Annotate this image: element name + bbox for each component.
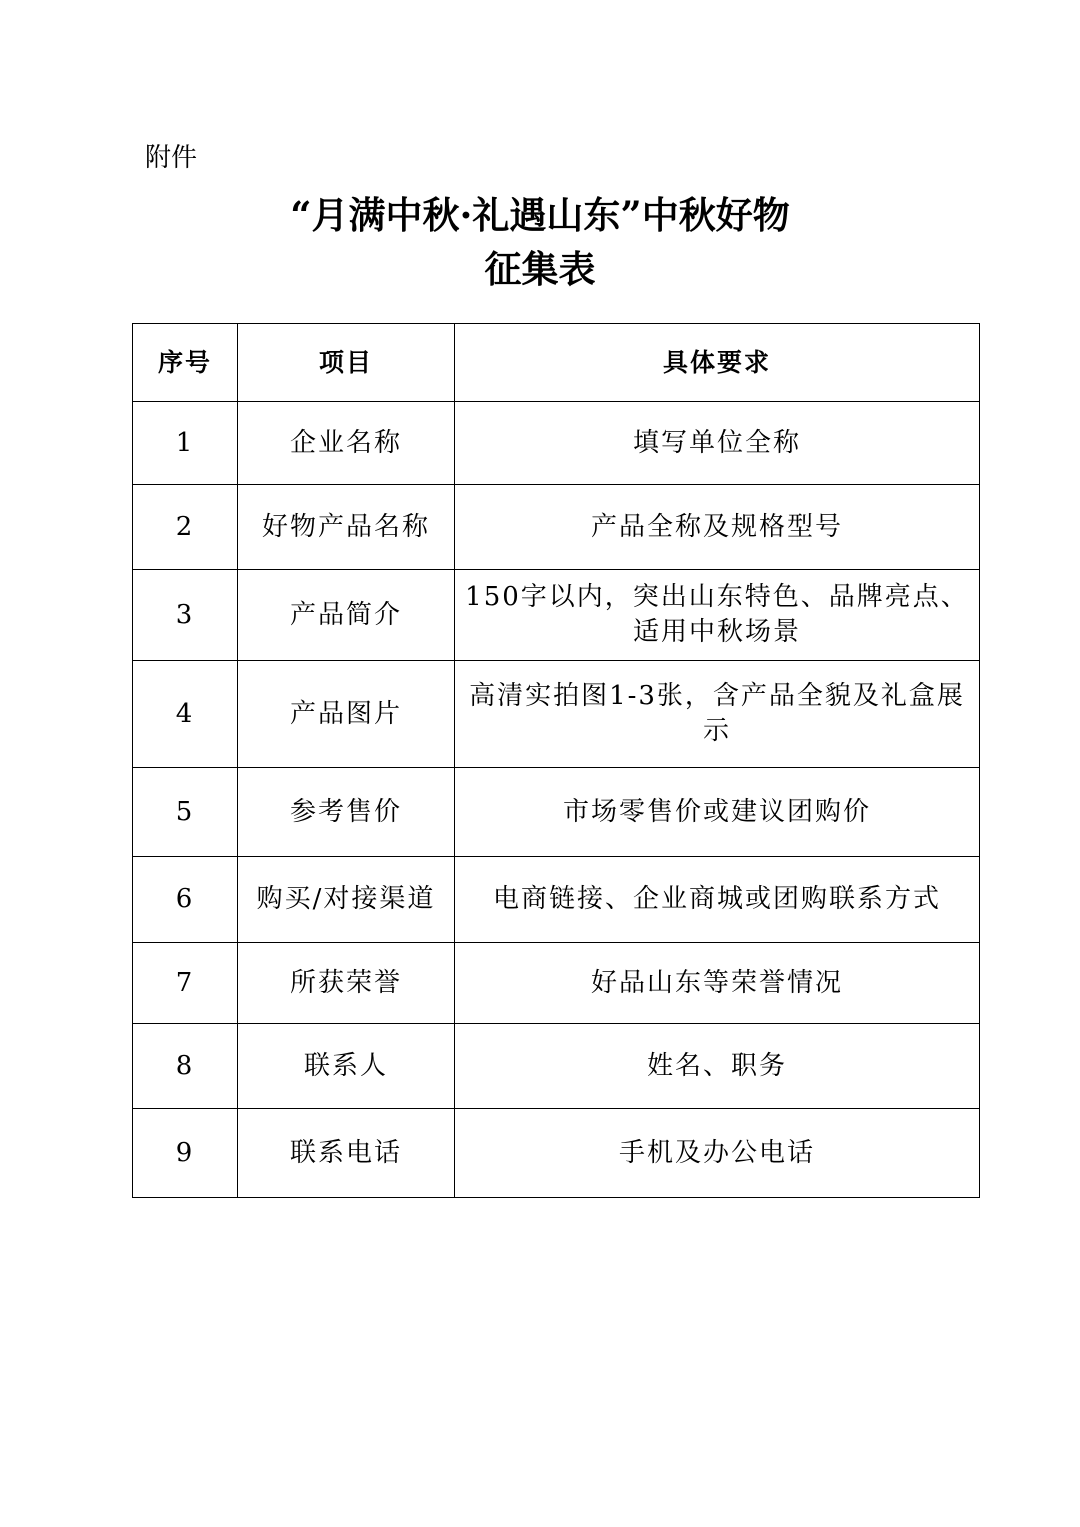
table-row bbox=[133, 1024, 980, 1109]
row-item: 购买/对接渠道 bbox=[238, 857, 455, 943]
row-requirement: 手机及办公电话 bbox=[455, 1109, 980, 1198]
row-requirement: 市场零售价或建议团购价 bbox=[455, 768, 980, 857]
header-serial-number: 序号 bbox=[133, 324, 238, 402]
row-item: 产品简介 bbox=[238, 570, 455, 661]
row-number: 7 bbox=[133, 943, 238, 1024]
table-row bbox=[133, 402, 980, 485]
row-item: 企业名称 bbox=[238, 402, 455, 485]
table-row bbox=[133, 857, 980, 943]
row-requirement: 好品山东等荣誉情况 bbox=[455, 943, 980, 1024]
row-requirement: 高清实拍图1-3张，含产品全貌及礼盒展示 bbox=[455, 661, 980, 768]
row-requirement: 150字以内，突出山东特色、品牌亮点、适用中秋场景 bbox=[455, 570, 980, 661]
table-row bbox=[133, 943, 980, 1024]
row-item: 联系电话 bbox=[238, 1109, 455, 1198]
row-number: 3 bbox=[133, 570, 238, 661]
row-number: 6 bbox=[133, 857, 238, 943]
attachment-label: 附件 bbox=[145, 143, 198, 173]
document-title-line-2: 征集表 bbox=[484, 247, 596, 291]
row-requirement: 电商链接、企业商城或团购联系方式 bbox=[455, 857, 980, 943]
collection-form-table bbox=[132, 323, 980, 1198]
document-title-line-1: “月满中秋·礼遇山东”中秋好物 bbox=[290, 193, 790, 237]
row-number: 4 bbox=[133, 661, 238, 768]
table-row bbox=[133, 768, 980, 857]
document-title bbox=[0, 188, 1080, 296]
table-row bbox=[133, 485, 980, 570]
header-requirement: 具体要求 bbox=[455, 324, 980, 402]
row-requirement: 填写单位全称 bbox=[455, 402, 980, 485]
row-item: 参考售价 bbox=[238, 768, 455, 857]
row-item: 好物产品名称 bbox=[238, 485, 455, 570]
row-number: 2 bbox=[133, 485, 238, 570]
table-row bbox=[133, 570, 980, 661]
header-item: 项目 bbox=[238, 324, 455, 402]
row-item: 所获荣誉 bbox=[238, 943, 455, 1024]
row-requirement: 产品全称及规格型号 bbox=[455, 485, 980, 570]
table-row bbox=[133, 1109, 980, 1198]
row-number: 9 bbox=[133, 1109, 238, 1198]
row-requirement: 姓名、职务 bbox=[455, 1024, 980, 1109]
row-number: 8 bbox=[133, 1024, 238, 1109]
row-item: 联系人 bbox=[238, 1024, 455, 1109]
row-number: 5 bbox=[133, 768, 238, 857]
row-number: 1 bbox=[133, 402, 238, 485]
table-header-row bbox=[133, 324, 980, 402]
row-item: 产品图片 bbox=[238, 661, 455, 768]
table-row bbox=[133, 661, 980, 768]
